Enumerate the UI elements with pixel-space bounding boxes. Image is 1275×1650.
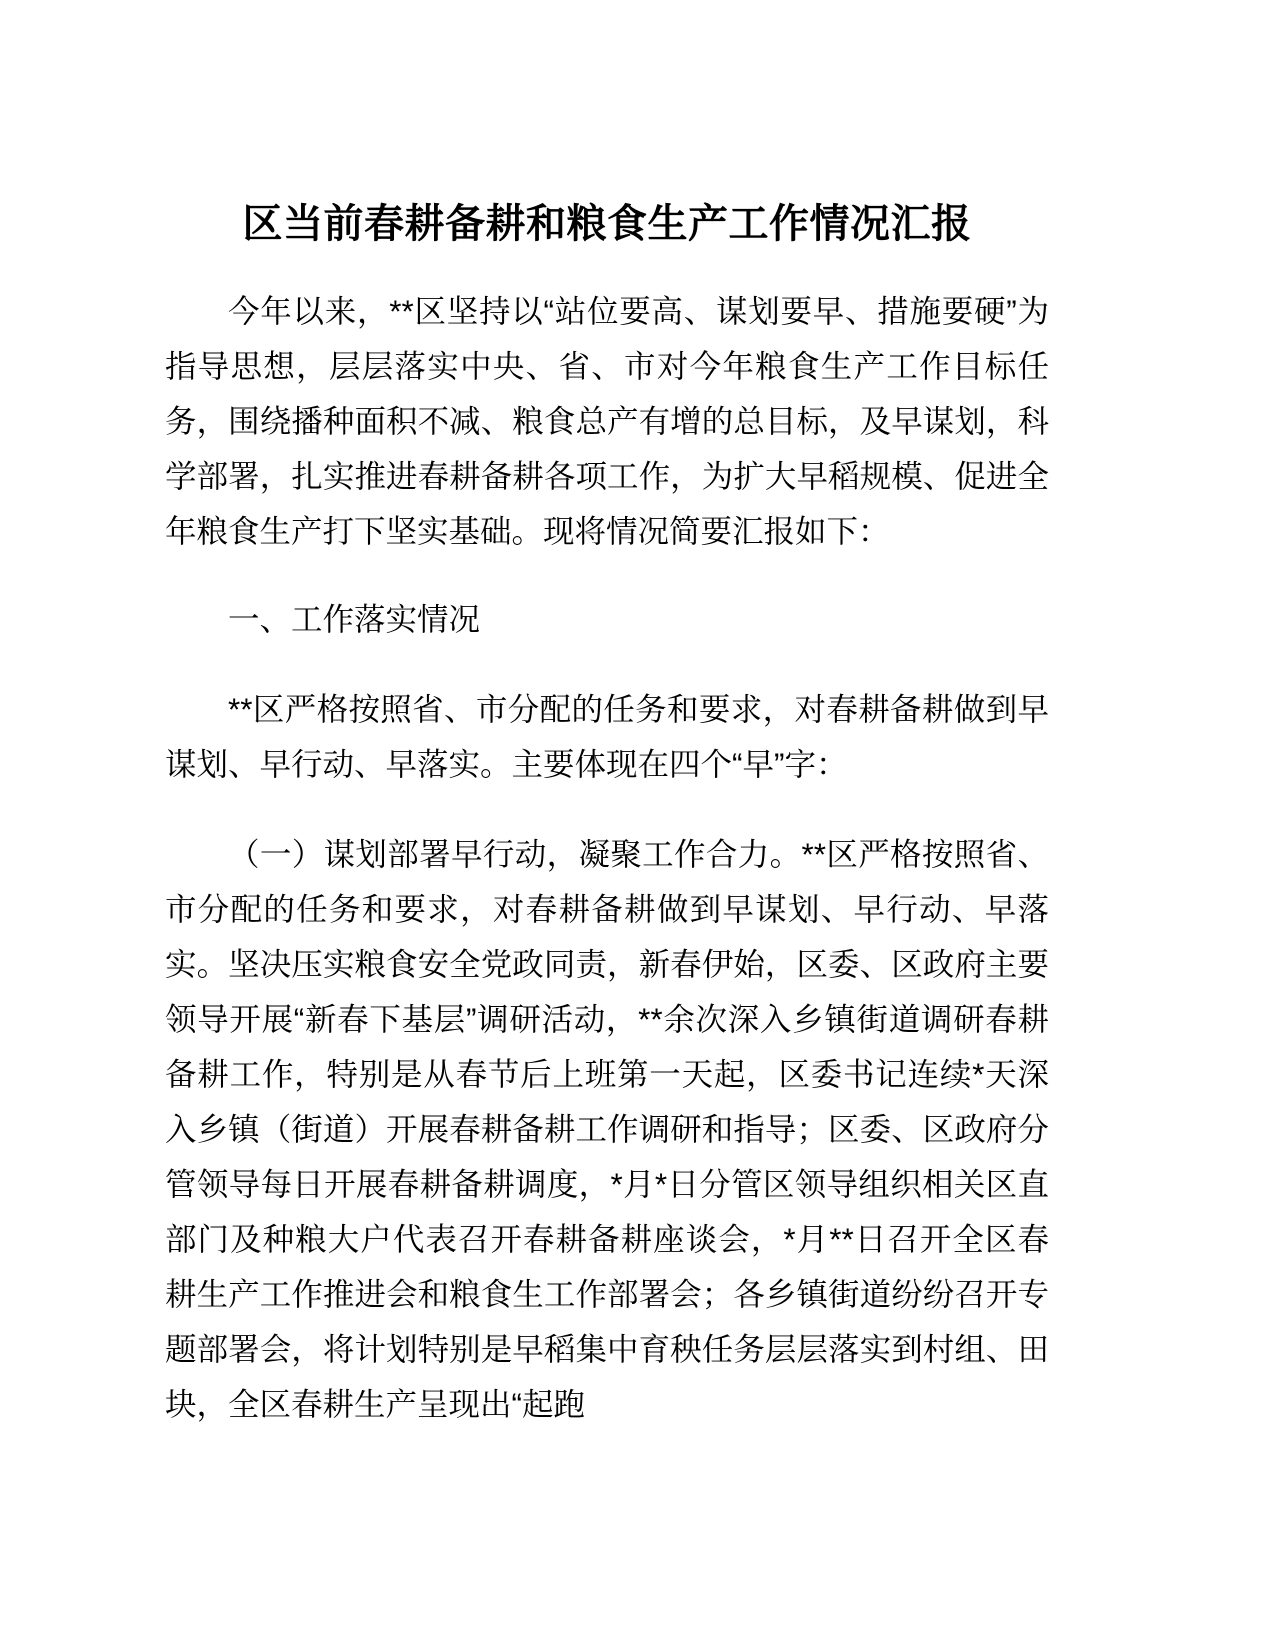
paragraph-item-one: （一）谋划部署早行动，凝聚工作合力。**区严格按照省、市分配的任务和要求，对春耕备耕做到早谋划、早行动、早落实。坚决压实粮食安全党政同责，新春伊始，区委、区政府主要领导开展“新春下基层”调研活动，**余次深入乡镇街道调研春耕备耕工作，特别是从春节后上班第一天起，区委书记连续*天深入乡镇（街道）开展春耕备耕工作调研和指导；区委、区政府分管领导每日开展春耕备耕调度，*月*日分管区领导组织相关区直部门及种粮大户代表召开春耕备耕座谈会，*月**日召开全区春耕生产工作推进会和粮食生工作部署会；各乡镇街道纷纷召开专题部署会，将计划特别是早稻集中育秧任务层层落实到村组、田块，全区春耕生产呈现出“起跑	[165, 836, 1049, 1422]
paragraph-intro: 今年以来，**区坚持以“站位要高、谋划要早、措施要硬”为指导思想，层层落实中央、省、市对今年粮食生产工作目标任务，围绕播种面积不减、粮食总产有增的总目标，及早谋划，科学部署，扎实推进春耕备耕各项工作，为扩大早稻规模、促进全年粮食生产打下坚实基础。现将情况简要汇报如下：	[165, 293, 1049, 549]
spacer-after-title	[165, 244, 1049, 284]
document-body	[165, 0, 1049, 1432]
spacer-after-section-heading	[165, 647, 1049, 682]
page-title: 区当前春耕备耕和粮食生产工作情况汇报	[242, 202, 972, 246]
section-heading-one: 一、工作落实情况	[228, 601, 481, 637]
spacer-before-section-heading	[165, 559, 1049, 592]
paragraph-section-one-lead: **区严格按照省、市分配的任务和要求，对春耕备耕做到早谋划、早行动、早落实。主要体现在四个“早”字：	[165, 691, 1049, 782]
spacer-before-item-one	[165, 792, 1049, 827]
